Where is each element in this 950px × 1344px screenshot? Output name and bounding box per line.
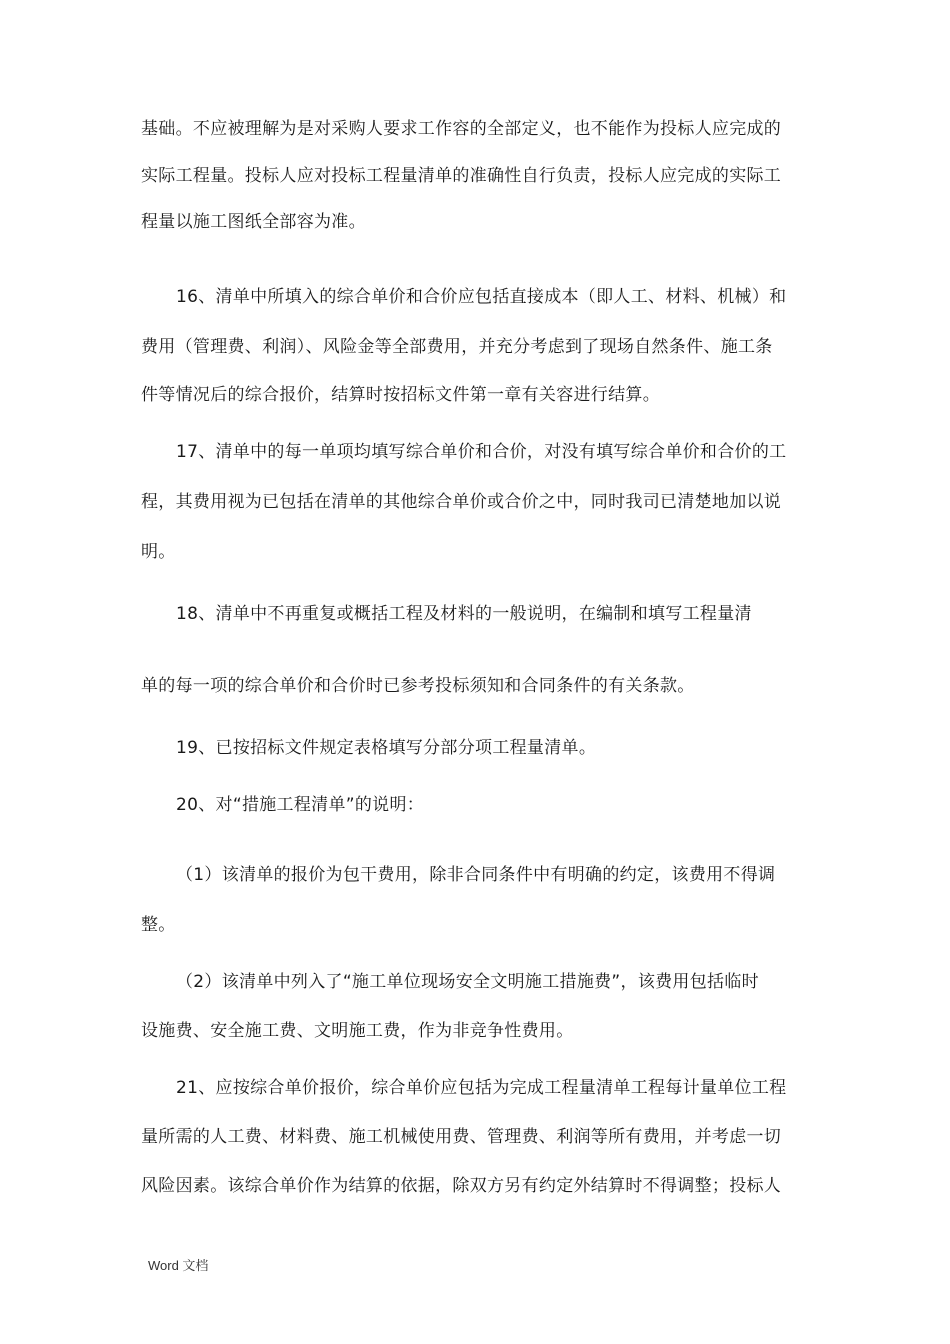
paragraph-17-line: 明。 [141, 542, 176, 562]
paragraph-20-1-line: （1）该清单的报价为包干费用，除非合同条件中有明确的约定，该费用不得调 [176, 865, 776, 885]
paragraph-21-line: 量所需的人工费、材料费、施工机械使用费、管理费、利润等所有费用，并考虑一切 [141, 1127, 782, 1147]
paragraph-20-line: 20、对“措施工程清单”的说明： [176, 795, 425, 815]
paragraph-16-line: 16、清单中所填入的综合单价和合价应包括直接成本（即人工、材料、机械）和 [176, 287, 787, 307]
paragraph-20-2-line: 设施费、安全施工费、文明施工费，作为非竞争性费用。 [141, 1021, 574, 1041]
paragraph-line: 程量以施工图纸全部容为准。 [141, 212, 366, 232]
paragraph-21-line: 风险因素。该综合单价作为结算的依据，除双方另有约定外结算时不得调整；投标人 [141, 1176, 782, 1196]
paragraph-18-line: 单的每一项的综合单价和合价时已参考投标须知和合同条件的有关条款。 [141, 676, 695, 696]
paragraph-17-line: 程，其费用视为已包括在清单的其他综合单价或合价之中，同时我司已清楚地加以说 [141, 492, 782, 512]
paragraph-19-line: 19、已按招标文件规定表格填写分部分项工程量清单。 [176, 738, 597, 758]
paragraph-20-1-line: 整。 [141, 915, 176, 935]
paragraph-line: 基础。不应被理解为是对采购人要求工作容的全部定义，也不能作为投标人应完成的 [141, 119, 782, 139]
paragraph-18-line: 18、清单中不再重复或概括工程及材料的一般说明，在编制和填写工程量清 [176, 604, 752, 624]
paragraph-21-line: 21、应按综合单价报价，综合单价应包括为完成工程量清单工程每计量单位工程 [176, 1078, 787, 1098]
paragraph-17-line: 17、清单中的每一单项均填写综合单价和合价，对没有填写综合单价和合价的工 [176, 442, 787, 462]
paragraph-20-2-line: （2）该清单中列入了“施工单位现场安全文明施工措施费”，该费用包括临时 [176, 972, 759, 992]
paragraph-16-line: 件等情况后的综合报价，结算时按招标文件第一章有关容进行结算。 [141, 385, 660, 405]
page-footer: Word 文档 [148, 1258, 209, 1273]
paragraph-16-line: 费用（管理费、利润）、风险金等全部费用，并充分考虑到了现场自然条件、施工条 [141, 337, 773, 357]
paragraph-line: 实际工程量。投标人应对投标工程量清单的准确性自行负责，投标人应完成的实际工 [141, 166, 782, 186]
